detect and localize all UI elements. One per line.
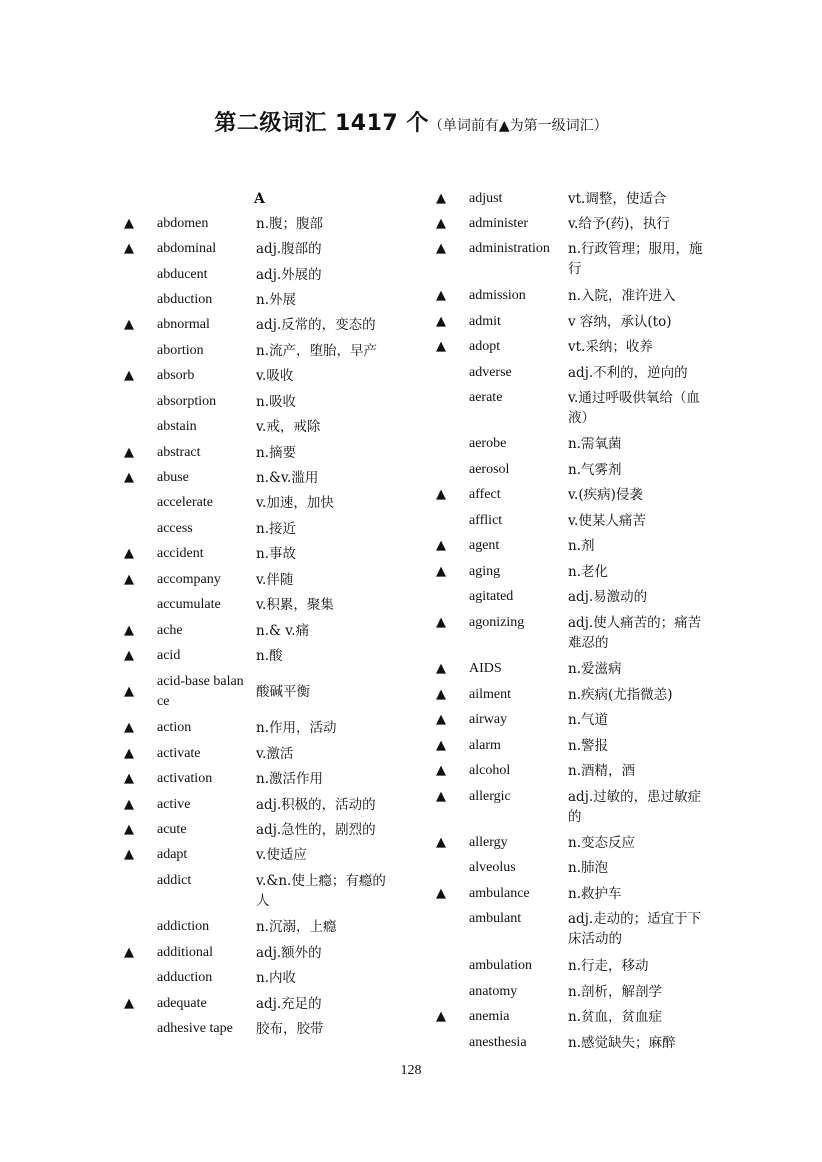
entry-word: access <box>157 521 193 536</box>
entry-definition: n.沉溺，上瘾 <box>256 919 337 935</box>
entry-word: agent <box>469 538 500 553</box>
entry-definition: adj.充足的 <box>256 996 322 1012</box>
entry-definition: v.戒，戒除 <box>256 419 321 435</box>
entry-word: absorb <box>157 368 195 383</box>
first-level-marker-icon: ▲ <box>436 835 446 850</box>
entry-word: addict <box>157 873 192 888</box>
entry-word: addiction <box>157 919 210 934</box>
entry-definition: n.贫血，贫血症 <box>568 1009 662 1025</box>
entry-definition: v 容纳，承认(to) <box>568 314 672 330</box>
entry-definition: vt.调整，使适合 <box>568 191 667 207</box>
first-level-marker-icon: ▲ <box>124 623 134 638</box>
first-level-marker-icon: ▲ <box>436 339 446 354</box>
entry-word: additional <box>157 945 213 960</box>
entry-definition: v.(疾病)侵袭 <box>568 487 643 503</box>
first-level-marker-icon: ▲ <box>436 789 446 804</box>
entry-word: action <box>157 720 192 735</box>
entry-word: aerosol <box>469 462 510 477</box>
entry-word: ambulation <box>469 958 532 973</box>
entry-definition: v.通过呼吸供氧给（血液） <box>568 390 700 426</box>
entry-definition: n.老化 <box>568 564 608 580</box>
entry-word: ambulance <box>469 886 530 901</box>
entry-word: alveolus <box>469 860 516 875</box>
entry-definition: v.使适应 <box>256 847 307 863</box>
first-level-marker-icon: ▲ <box>436 661 446 676</box>
entry-definition: n.激活作用 <box>256 771 323 787</box>
entry-definition: v.给予(药)，执行 <box>568 216 670 232</box>
entry-word: activate <box>157 746 201 761</box>
first-level-marker-icon: ▲ <box>436 288 446 303</box>
entry-word: abdominal <box>157 241 217 256</box>
entry-word: aerate <box>469 390 503 405</box>
entry-definition: 酸碱平衡 <box>256 684 310 700</box>
entry-word: anatomy <box>469 984 518 999</box>
first-level-marker-icon: ▲ <box>436 687 446 702</box>
first-level-marker-icon: ▲ <box>124 797 134 812</box>
entry-definition: v.激活 <box>256 746 294 762</box>
entry-word: accompany <box>157 572 221 587</box>
entry-definition: adj.急性的，剧烈的 <box>256 822 376 838</box>
first-level-marker-icon: ▲ <box>124 720 134 735</box>
first-level-marker-icon: ▲ <box>436 712 446 727</box>
first-level-marker-icon: ▲ <box>436 615 446 630</box>
entry-word: ailment <box>469 687 511 702</box>
entry-word: abstract <box>157 445 201 460</box>
entry-definition: adj.额外的 <box>256 945 322 961</box>
entry-definition: adj.易激动的 <box>568 589 648 605</box>
entry-word: agitated <box>469 589 514 604</box>
entry-word: adopt <box>469 339 501 354</box>
entry-word: agonizing <box>469 615 525 630</box>
title-note: （单词前有▲为第一级词汇） <box>428 118 608 134</box>
first-level-marker-icon: ▲ <box>436 738 446 753</box>
first-level-marker-icon: ▲ <box>436 564 446 579</box>
entry-word: AIDS <box>469 661 502 676</box>
entry-definition: n.感觉缺失；麻醉 <box>568 1035 676 1051</box>
entry-word: adjust <box>469 191 503 206</box>
entry-definition: v.加速，加快 <box>256 495 334 511</box>
entry-definition: v.使某人痛苦 <box>568 513 646 529</box>
entry-definition: n.剂 <box>568 538 595 554</box>
first-level-marker-icon: ▲ <box>124 368 134 383</box>
entry-word: abstain <box>157 419 197 434</box>
entry-definition: n.气道 <box>568 712 608 728</box>
first-level-marker-icon: ▲ <box>124 771 134 786</box>
entry-word: ache <box>157 623 183 638</box>
first-level-marker-icon: ▲ <box>124 996 134 1011</box>
entry-word: abducent <box>157 267 208 282</box>
entry-word: accelerate <box>157 495 213 510</box>
entry-definition: n.救护车 <box>568 886 622 902</box>
first-level-marker-icon: ▲ <box>124 572 134 587</box>
entry-word: active <box>157 797 191 812</box>
entry-word: adhesive tape <box>157 1021 233 1036</box>
entry-word: adequate <box>157 996 207 1011</box>
entry-definition: n.& v.痛 <box>256 623 310 639</box>
first-level-marker-icon: ▲ <box>124 445 134 460</box>
entry-word: alcohol <box>469 763 511 778</box>
entry-definition: n.作用，活动 <box>256 720 337 736</box>
entry-definition: n.吸收 <box>256 394 296 410</box>
first-level-marker-icon: ▲ <box>436 241 446 256</box>
section-letter: A <box>254 191 265 207</box>
entry-word: allergy <box>469 835 508 850</box>
entry-word: alarm <box>469 738 501 753</box>
entry-word: abortion <box>157 343 204 358</box>
entry-word: abdomen <box>157 216 209 231</box>
entry-word: anesthesia <box>469 1035 527 1050</box>
first-level-marker-icon: ▲ <box>124 470 134 485</box>
first-level-marker-icon: ▲ <box>436 314 446 329</box>
entry-word: adapt <box>157 847 188 862</box>
entry-definition: n.爱滋病 <box>568 661 622 677</box>
entry-definition: n.需氧菌 <box>568 436 622 452</box>
entry-word: aerobe <box>469 436 507 451</box>
entry-word: administration <box>469 241 550 256</box>
entry-word: allergic <box>469 789 511 804</box>
entry-word: anemia <box>469 1009 510 1024</box>
first-level-marker-icon: ▲ <box>436 886 446 901</box>
page-number: 128 <box>400 1063 422 1078</box>
entry-word: adduction <box>157 970 213 985</box>
title-main: 第二级词汇 1417 个 <box>214 111 429 136</box>
entry-definition: v.伴随 <box>256 572 294 588</box>
first-level-marker-icon: ▲ <box>124 546 134 561</box>
entry-definition: adj.使人痛苦的；痛苦难忍的 <box>568 615 702 651</box>
entry-word: accumulate <box>157 597 221 612</box>
entry-word: administer <box>469 216 529 231</box>
entry-definition: n.接近 <box>256 521 296 537</box>
entry-word: accident <box>157 546 204 561</box>
first-level-marker-icon: ▲ <box>436 216 446 231</box>
entry-word: airway <box>469 712 508 727</box>
entry-definition: n.疾病(尤指微恙) <box>568 687 673 703</box>
first-level-marker-icon: ▲ <box>124 847 134 862</box>
first-level-marker-icon: ▲ <box>124 216 134 231</box>
entry-definition: vt.采纳；收养 <box>568 339 653 355</box>
entry-definition: n.&v.滥用 <box>256 470 319 486</box>
entry-definition: n.摘要 <box>256 445 296 461</box>
entry-word: affect <box>469 487 501 502</box>
first-level-marker-icon: ▲ <box>124 648 134 663</box>
entry-definition: n.剖析，解剖学 <box>568 984 662 1000</box>
entry-word: abuse <box>157 470 189 485</box>
entry-definition: n.外展 <box>256 292 296 308</box>
entry-definition: adj.不利的，逆向的 <box>568 365 688 381</box>
entry-word: abnormal <box>157 317 210 332</box>
entry-word: absorption <box>157 394 217 409</box>
first-level-marker-icon: ▲ <box>436 487 446 502</box>
entry-definition: adj.积极的，活动的 <box>256 797 376 813</box>
first-level-marker-icon: ▲ <box>124 317 134 332</box>
first-level-marker-icon: ▲ <box>436 763 446 778</box>
entry-definition: n.气雾剂 <box>568 462 622 478</box>
entry-definition: v.&n.使上瘾；有瘾的人 <box>256 873 386 909</box>
entry-word: ambulant <box>469 911 522 926</box>
entry-definition: n.变态反应 <box>568 835 635 851</box>
entry-definition: adj.过敏的，患过敏症的 <box>568 789 702 825</box>
entry-word: abduction <box>157 292 213 307</box>
entry-word: adverse <box>469 365 512 380</box>
entry-word: acute <box>157 822 187 837</box>
first-level-marker-icon: ▲ <box>124 822 134 837</box>
entry-definition: n.入院，准许进入 <box>568 288 676 304</box>
entry-word: acid-base balance <box>157 674 244 709</box>
first-level-marker-icon: ▲ <box>436 538 446 553</box>
entry-word: activation <box>157 771 213 786</box>
entry-definition: n.行政管理；服用，施行 <box>568 241 703 277</box>
entry-definition: n.行走，移动 <box>568 958 649 974</box>
entry-word: afflict <box>469 513 503 528</box>
entry-definition: 胶布，胶带 <box>256 1021 324 1037</box>
first-level-marker-icon: ▲ <box>124 746 134 761</box>
entry-definition: n.肺泡 <box>568 860 608 876</box>
entry-word: admit <box>469 314 501 329</box>
first-level-marker-icon: ▲ <box>124 945 134 960</box>
entry-word: aging <box>469 564 501 579</box>
entry-definition: v.吸收 <box>256 368 294 384</box>
entry-definition: n.腹；腹部 <box>256 216 323 232</box>
first-level-marker-icon: ▲ <box>124 684 134 699</box>
entry-word: acid <box>157 648 181 663</box>
entry-definition: n.流产，堕胎，早产 <box>256 343 377 359</box>
entry-definition: n.酒精，酒 <box>568 763 635 779</box>
entry-definition: n.警报 <box>568 738 608 754</box>
entry-definition: adj.外展的 <box>256 267 322 283</box>
first-level-marker-icon: ▲ <box>436 1009 446 1024</box>
entry-definition: n.酸 <box>256 648 283 664</box>
entry-definition: n.内收 <box>256 970 296 986</box>
entry-definition: adj.腹部的 <box>256 241 322 257</box>
entry-word: admission <box>469 288 526 303</box>
entry-definition: adj.走动的；适宜于下床活动的 <box>568 911 702 947</box>
entry-definition: n.事故 <box>256 546 296 562</box>
first-level-marker-icon: ▲ <box>436 191 446 206</box>
entry-definition: adj.反常的，变态的 <box>256 317 376 333</box>
page-title <box>0 106 822 137</box>
entry-definition: v.积累，聚集 <box>256 597 334 613</box>
first-level-marker-icon: ▲ <box>124 241 134 256</box>
